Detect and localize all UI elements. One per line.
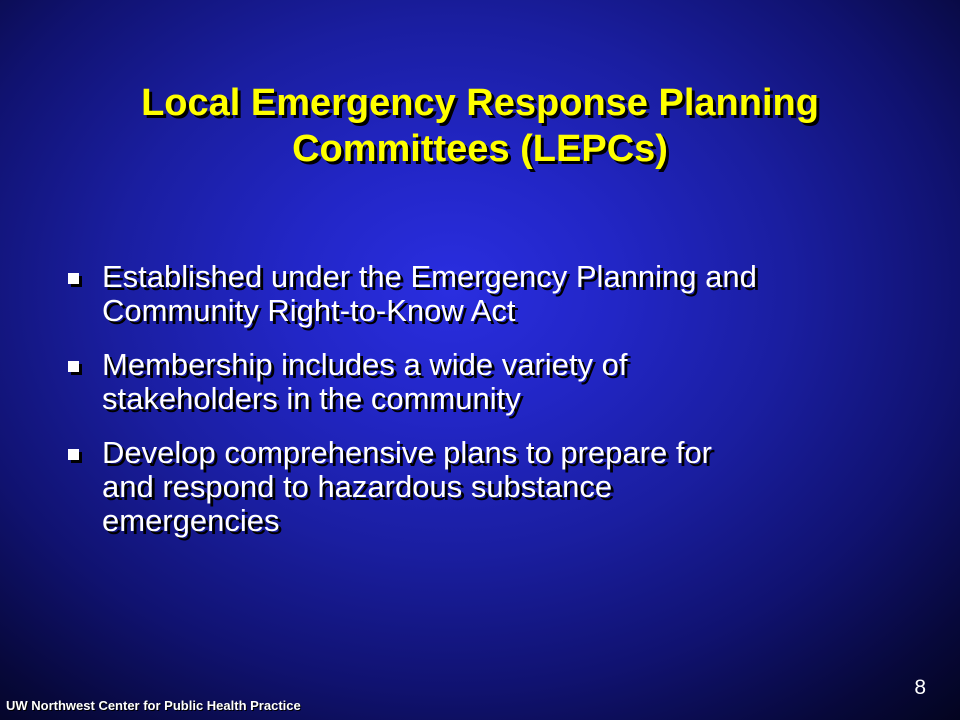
square-bullet-icon — [68, 361, 79, 372]
slide-title-line: Local Emergency Response Planning — [141, 82, 819, 124]
square-bullet-icon — [68, 273, 79, 284]
bullet-text-line: Membership includes a wide variety of — [102, 347, 628, 382]
bullet-text-line: Develop comprehensive plans to prepare for — [102, 435, 713, 470]
square-bullet-icon — [68, 449, 79, 460]
page-number: 8 — [914, 676, 926, 699]
bullet-item — [68, 348, 908, 416]
bullet-text-line: and respond to hazardous substance — [102, 469, 613, 504]
footer-organization: UW Northwest Center for Public Health Practice — [6, 698, 301, 713]
slide-title — [60, 80, 900, 172]
bullet-text-line: stakeholders in the community — [102, 381, 521, 416]
bullet-item — [68, 260, 908, 328]
bullet-text-line: emergencies — [102, 503, 280, 538]
bullet-text-line: Established under the Emergency Planning and — [102, 259, 757, 294]
bullet-list — [68, 260, 908, 558]
bullet-item — [68, 436, 908, 538]
slide-title-line: Committees (LEPCs) — [292, 128, 668, 170]
bullet-text-line: Community Right-to-Know Act — [102, 293, 516, 328]
